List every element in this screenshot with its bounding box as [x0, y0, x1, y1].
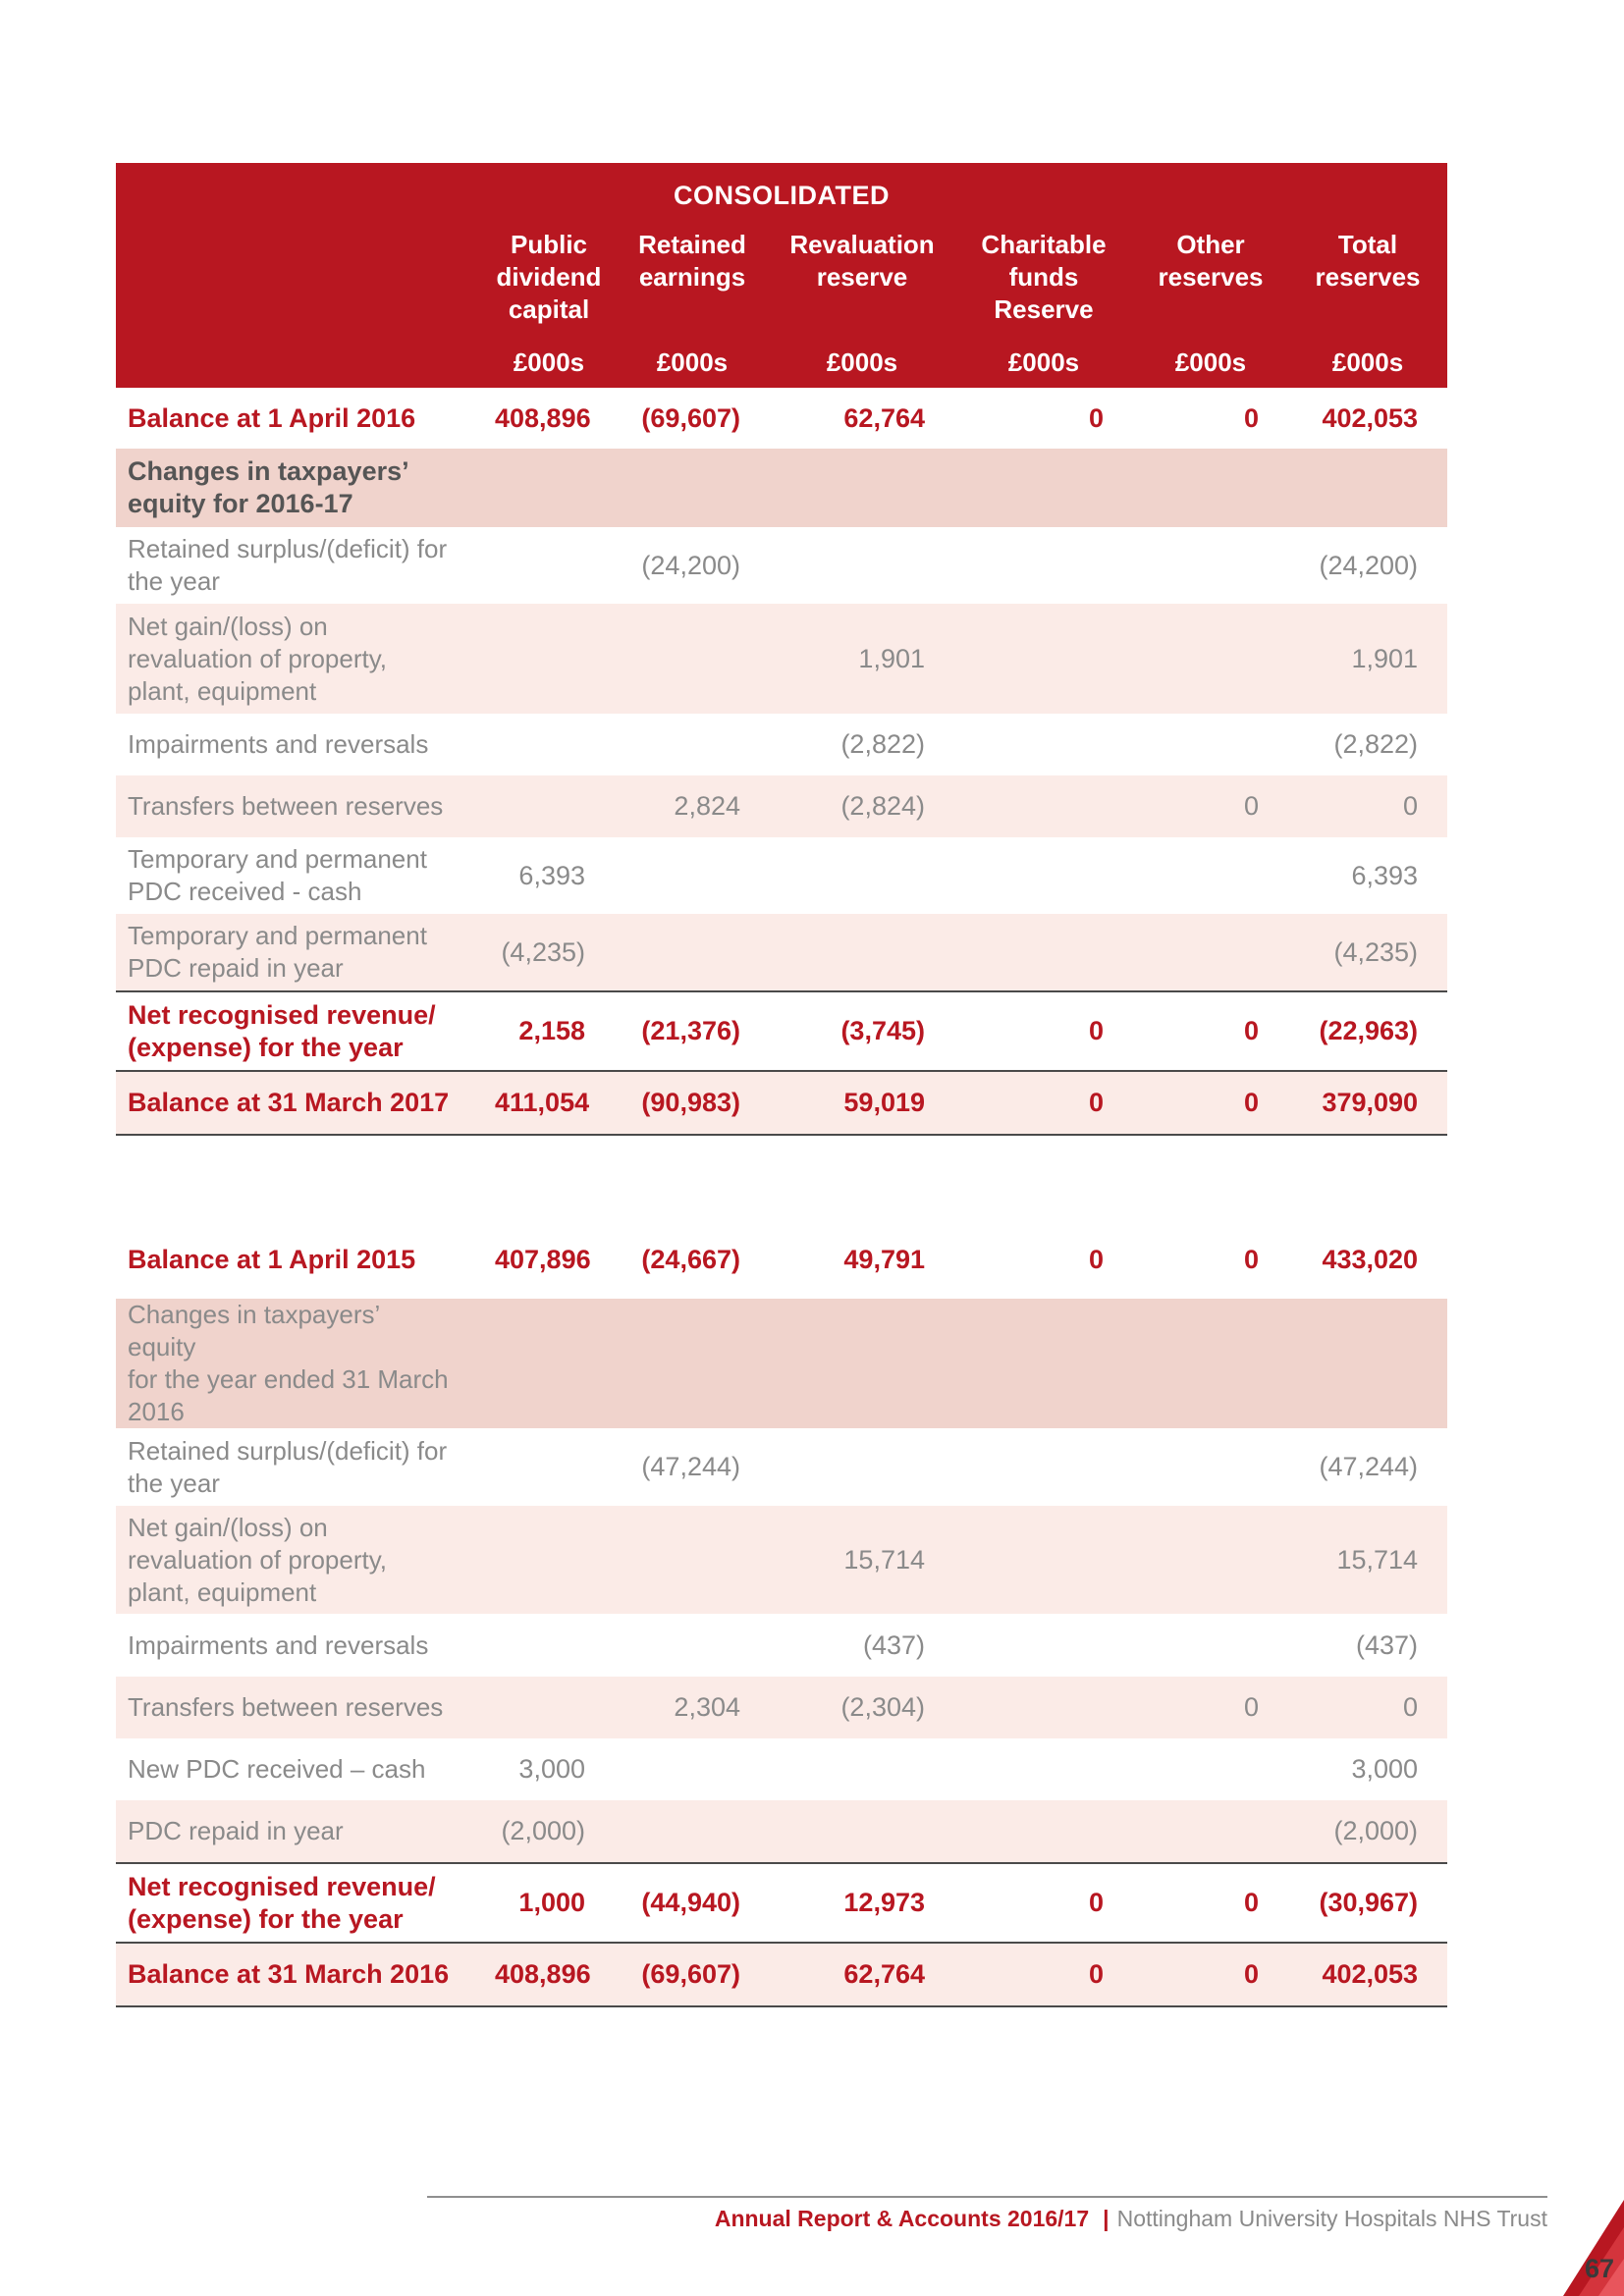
row-label: Balance at 1 April 2015 [116, 1220, 483, 1299]
row-value: 1,901 [1288, 604, 1447, 714]
row-value: (47,244) [1288, 1428, 1447, 1506]
row-value: (21,376) [615, 991, 770, 1071]
row-value [615, 449, 770, 527]
row-value [483, 1428, 615, 1506]
report-title: Annual Report & Accounts 2016/17 [714, 2206, 1090, 2231]
table-row [116, 1943, 1447, 2006]
row-value [954, 1428, 1133, 1506]
row-value: 15,714 [770, 1506, 954, 1614]
row-value: 1,901 [770, 604, 954, 714]
footer-rule [427, 2196, 1547, 2198]
row-value [770, 837, 954, 914]
row-value [954, 775, 1133, 837]
footer-separator: | [1103, 2206, 1110, 2231]
row-value [483, 1506, 615, 1614]
row-value: 0 [1133, 1220, 1288, 1299]
row-label: Changes in taxpayers’ equity for the year ended 31 March 2016 [116, 1299, 483, 1428]
row-value [954, 1738, 1133, 1800]
row-value [954, 604, 1133, 714]
row-value [615, 837, 770, 914]
row-value [1133, 1800, 1288, 1863]
table-row [116, 527, 1447, 604]
row-value: 12,973 [770, 1863, 954, 1943]
unit-label: £000s [1288, 326, 1447, 388]
col-header: Revaluation reserve [770, 219, 954, 326]
section-2016-17 [116, 388, 1447, 1135]
row-value [954, 1506, 1133, 1614]
row-label: Transfers between reserves [116, 775, 483, 837]
row-value: 0 [1133, 991, 1288, 1071]
row-value: 0 [1288, 775, 1447, 837]
row-value [1133, 1299, 1288, 1428]
unit-label: £000s [483, 326, 615, 388]
row-value: 62,764 [770, 388, 954, 449]
row-label: Net recognised revenue/ (expense) for the year [116, 1863, 483, 1943]
row-value: 407,896 [483, 1220, 615, 1299]
row-value [770, 1428, 954, 1506]
row-value: (90,983) [615, 1071, 770, 1135]
row-value [954, 1677, 1133, 1738]
table-row [116, 837, 1447, 914]
row-value [1133, 1506, 1288, 1614]
row-value [954, 1299, 1133, 1428]
row-value: (24,667) [615, 1220, 770, 1299]
row-label: Net gain/(loss) on revaluation of property, plant, equipment [116, 604, 483, 714]
row-value: 62,764 [770, 1943, 954, 2006]
section-2015-16 [116, 1220, 1447, 2006]
row-value: 408,896 [483, 388, 615, 449]
header-blank [116, 219, 483, 326]
row-value [483, 714, 615, 775]
row-value: (47,244) [615, 1428, 770, 1506]
row-value: 0 [1133, 1943, 1288, 2006]
row-label: New PDC received – cash [116, 1738, 483, 1800]
row-value [770, 1738, 954, 1800]
row-value: 402,053 [1288, 388, 1447, 449]
table-row [116, 1738, 1447, 1800]
col-header: Public dividend capital [483, 219, 615, 326]
table-row [116, 1677, 1447, 1738]
row-value: (2,824) [770, 775, 954, 837]
unit-label: £000s [615, 326, 770, 388]
table-title: CONSOLIDATED [116, 163, 1447, 219]
table-row [116, 1299, 1447, 1428]
unit-blank [116, 326, 483, 388]
row-value [483, 1299, 615, 1428]
row-label: Balance at 31 March 2017 [116, 1071, 483, 1135]
row-value: (2,000) [483, 1800, 615, 1863]
row-value: 0 [954, 1943, 1133, 2006]
equity-statement [116, 163, 1447, 2007]
unit-row [116, 326, 1447, 388]
table-row [116, 775, 1447, 837]
table-header [116, 163, 1447, 388]
row-value [483, 604, 615, 714]
table-row [116, 991, 1447, 1071]
row-value: (437) [1288, 1614, 1447, 1677]
page-number: 67 [1584, 2254, 1614, 2283]
table-row [116, 1863, 1447, 1943]
section-gap [116, 1135, 1447, 1220]
row-value [770, 1800, 954, 1863]
column-headers [116, 219, 1447, 326]
row-value: 379,090 [1288, 1071, 1447, 1135]
unit-label: £000s [1133, 326, 1288, 388]
row-value [615, 1800, 770, 1863]
taxpayers-equity-table [116, 163, 1447, 2007]
row-value [1288, 1299, 1447, 1428]
row-value: 49,791 [770, 1220, 954, 1299]
row-label: Temporary and permanent PDC received - cash [116, 837, 483, 914]
row-label: Impairments and reversals [116, 1614, 483, 1677]
row-value: 0 [1288, 1677, 1447, 1738]
row-value [954, 527, 1133, 604]
row-value: 6,393 [1288, 837, 1447, 914]
unit-label: £000s [770, 326, 954, 388]
row-value: 15,714 [1288, 1506, 1447, 1614]
row-value [615, 1506, 770, 1614]
row-label: Transfers between reserves [116, 1677, 483, 1738]
row-value: 0 [1133, 1677, 1288, 1738]
col-header: Charitable funds Reserve [954, 219, 1133, 326]
row-value: 2,158 [483, 991, 615, 1071]
table-row [116, 1614, 1447, 1677]
row-label: Temporary and permanent PDC repaid in year [116, 914, 483, 991]
row-value: 1,000 [483, 1863, 615, 1943]
row-value: (437) [770, 1614, 954, 1677]
row-value [615, 1738, 770, 1800]
table-row [116, 604, 1447, 714]
row-value [1133, 604, 1288, 714]
row-value: (2,304) [770, 1677, 954, 1738]
row-value: (22,963) [1288, 991, 1447, 1071]
row-value: (2,000) [1288, 1800, 1447, 1863]
row-value [770, 914, 954, 991]
row-value: 3,000 [483, 1738, 615, 1800]
col-header: Other reserves [1133, 219, 1288, 326]
row-value: 408,896 [483, 1943, 615, 2006]
row-value: (24,200) [1288, 527, 1447, 604]
row-value: 0 [1133, 1863, 1288, 1943]
row-value [954, 837, 1133, 914]
row-label: Retained surplus/(deficit) for the year [116, 527, 483, 604]
row-value [954, 914, 1133, 991]
row-value [483, 775, 615, 837]
table-row [116, 914, 1447, 991]
row-value: 0 [1133, 1071, 1288, 1135]
row-label: Net recognised revenue/ (expense) for the year [116, 991, 483, 1071]
row-value: 0 [954, 388, 1133, 449]
row-value [770, 527, 954, 604]
row-value: (4,235) [483, 914, 615, 991]
row-value [615, 1614, 770, 1677]
row-value: 0 [954, 1071, 1133, 1135]
row-label: Balance at 1 April 2016 [116, 388, 483, 449]
row-value: 2,304 [615, 1677, 770, 1738]
row-value: 0 [954, 1220, 1133, 1299]
row-label: Balance at 31 March 2016 [116, 1943, 483, 2006]
row-label: Net gain/(loss) on revaluation of property, plant, equipment [116, 1506, 483, 1614]
row-value [1133, 914, 1288, 991]
row-value [1133, 1428, 1288, 1506]
row-value: (24,200) [615, 527, 770, 604]
row-value [483, 1677, 615, 1738]
row-value: 0 [1133, 388, 1288, 449]
row-value: 59,019 [770, 1071, 954, 1135]
row-value [1133, 527, 1288, 604]
row-value [1133, 1738, 1288, 1800]
row-value [615, 714, 770, 775]
row-value: 3,000 [1288, 1738, 1447, 1800]
table-row [116, 1506, 1447, 1614]
row-value [1133, 1614, 1288, 1677]
row-value: 0 [954, 991, 1133, 1071]
table-row [116, 1220, 1447, 1299]
row-value: 2,824 [615, 775, 770, 837]
row-value [1133, 714, 1288, 775]
row-value [1133, 837, 1288, 914]
row-value [770, 1299, 954, 1428]
row-label: Impairments and reversals [116, 714, 483, 775]
row-value [615, 604, 770, 714]
row-value: (3,745) [770, 991, 954, 1071]
row-value: 411,054 [483, 1071, 615, 1135]
row-value [483, 449, 615, 527]
row-value [954, 714, 1133, 775]
row-value [615, 1299, 770, 1428]
unit-label: £000s [954, 326, 1133, 388]
row-label: Changes in taxpayers’ equity for 2016-17 [116, 449, 483, 527]
table-row [116, 388, 1447, 449]
row-value: 0 [954, 1863, 1133, 1943]
table-row [116, 1071, 1447, 1135]
row-value: (2,822) [1288, 714, 1447, 775]
table-row [116, 714, 1447, 775]
row-value: (30,967) [1288, 1863, 1447, 1943]
row-value: (69,607) [615, 1943, 770, 2006]
row-value [770, 449, 954, 527]
row-label: Retained surplus/(deficit) for the year [116, 1428, 483, 1506]
row-value [483, 527, 615, 604]
page-footer [715, 2206, 1547, 2232]
row-value [954, 1800, 1133, 1863]
row-value [954, 1614, 1133, 1677]
row-value: 402,053 [1288, 1943, 1447, 2006]
row-value: (69,607) [615, 388, 770, 449]
row-value: 0 [1133, 775, 1288, 837]
row-value: (44,940) [615, 1863, 770, 1943]
table-row [116, 1428, 1447, 1506]
row-value [1288, 449, 1447, 527]
row-label: PDC repaid in year [116, 1800, 483, 1863]
row-value [483, 1614, 615, 1677]
row-value [1133, 449, 1288, 527]
row-value: 6,393 [483, 837, 615, 914]
table-row [116, 449, 1447, 527]
col-header: Total reserves [1288, 219, 1447, 326]
row-value: (2,822) [770, 714, 954, 775]
row-value [954, 449, 1133, 527]
row-value: (4,235) [1288, 914, 1447, 991]
trust-name: Nottingham University Hospitals NHS Trust [1116, 2206, 1547, 2231]
col-header: Retained earnings [615, 219, 770, 326]
table-row [116, 1800, 1447, 1863]
row-value [615, 914, 770, 991]
row-value: 433,020 [1288, 1220, 1447, 1299]
